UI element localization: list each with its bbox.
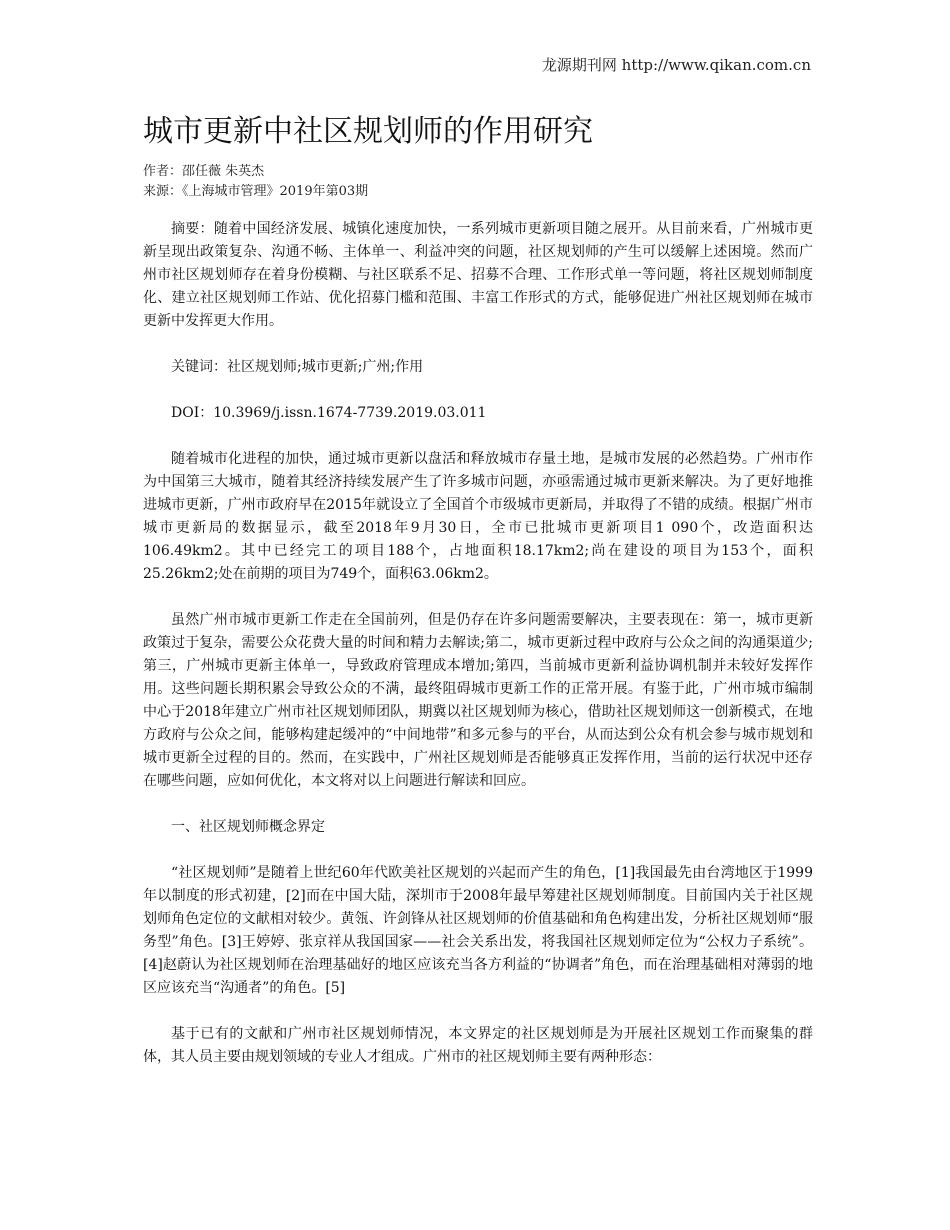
- article-authors: 作者：邵任薇 朱英杰: [143, 164, 265, 179]
- abstract: 摘要：随着中国经济发展、城镇化速度加快，一系列城市更新项目随之展开。从目前来看，广州城市更新呈现出政策复杂、沟通不畅、主体单一、利益冲突的问题，社区规划师的产生可以缓解上述困境。然而广州市社区规划师存在着身份模糊、与社区联系不足、招募不合理、工作形式单一等问题，将社区规划师制度化、建立社区规划师工作站、优化招募门槛和范围、丰富工作形式的方式，能够促进广州社区规划师在城市更新中发挥更大作用。: [143, 221, 813, 329]
- body-paragraph-3: “社区规划师”是随着上世纪60年代欧美社区规划的兴起而产生的角色，[1]我国最先由台湾地区于1999年以制度的形式初建，[2]而在中国大陆，深圳市于2008年最早筹建社区规划师制度。目前国内关于社区规划师角色定位的文献相对较少。黄瓴、许剑锋从社区规划师的价值基础和角色构建出发，分析社区规划师“服务型”角色。[3]王婷婷、张京祥从我国国家——社会关系出发，将我国社区规划师定位为“公权力子系统”。[4]赵蔚认为社区规划师在治理基础好的地区应该充当各方利益的“协调者”角色，而在治理基础相对薄弱的地区应该充当“沟通者”的角色。[5]: [143, 865, 813, 996]
- body-paragraph-4: 基于已有的文献和广州市社区规划师情况，本文界定的社区规划师是为开展社区规划工作而聚集的群体，其人员主要由规划领域的专业人才组成。广州市的社区规划师主要有两种形态：: [143, 1026, 813, 1065]
- body-paragraph-2: 虽然广州市城市更新工作走在全国前列，但是仍存在许多问题需要解决，主要表现在：第一，城市更新政策过于复杂，需要公众花费大量的时间和精力去解读;第二，城市更新过程中政府与公众之间的沟通渠道少;第三，广州城市更新主体单一，导致政府管理成本增加;第四，当前城市更新利益协调机制并未较好发挥作用。这些问题长期积累会导致公众的不满，最终阻碍城市更新工作的正常开展。有鉴于此，广州市城市编制中心于2018年建立广州市社区规划师团队，期冀以社区规划师为核心，借助社区规划师这一创新模式，在地方政府与公众之间，能够构建起缓冲的“中间地带”和多元参与的平台，从而达到公众有机会参与城市规划和城市更新全过程的目的。然而，在实践中，广州社区规划师是否能够真正发挥作用，当前的运行状况中还存在哪些问题，应如何优化，本文将对以上问题进行解读和回应。: [143, 612, 813, 789]
- body-paragraph-1: 随着城市化进程的加快，通过城市更新以盘活和释放城市存量土地，是城市发展的必然趋势。广州市作为中国第三大城市，随着其经济持续发展产生了许多城市问题，亦亟需通过城市更新来解决。为了更好地推进城市更新，广州市政府早在2015年就设立了全国首个市级城市更新局，并取得了不错的成绩。根据广州市城市更新局的数据显示，截至2018年9月30日，全市已批城市更新项目1 090个，改造面积达106.49km2。其中已经完工的项目188个，占地面积18.17km2;尚在建设的项目为153个，面积25.26km2;处在前期的项目为749个，面积63.06km2。: [143, 451, 813, 582]
- article-source: 来源：《上海城市管理》2019年第03期: [143, 184, 369, 199]
- doi: DOI：10.3969/j.issn.1674-7739.2019.03.011: [171, 405, 487, 421]
- article-title: 城市更新中社区规划师的作用研究: [143, 114, 593, 149]
- section-heading-1: 一、社区规划师概念界定: [171, 819, 325, 835]
- site-header: 龙源期刊网 http://www.qikan.com.cn: [541, 56, 811, 74]
- article: [143, 110, 813, 1092]
- keywords: 关键词：社区规划师;城市更新;广州;作用: [171, 359, 424, 375]
